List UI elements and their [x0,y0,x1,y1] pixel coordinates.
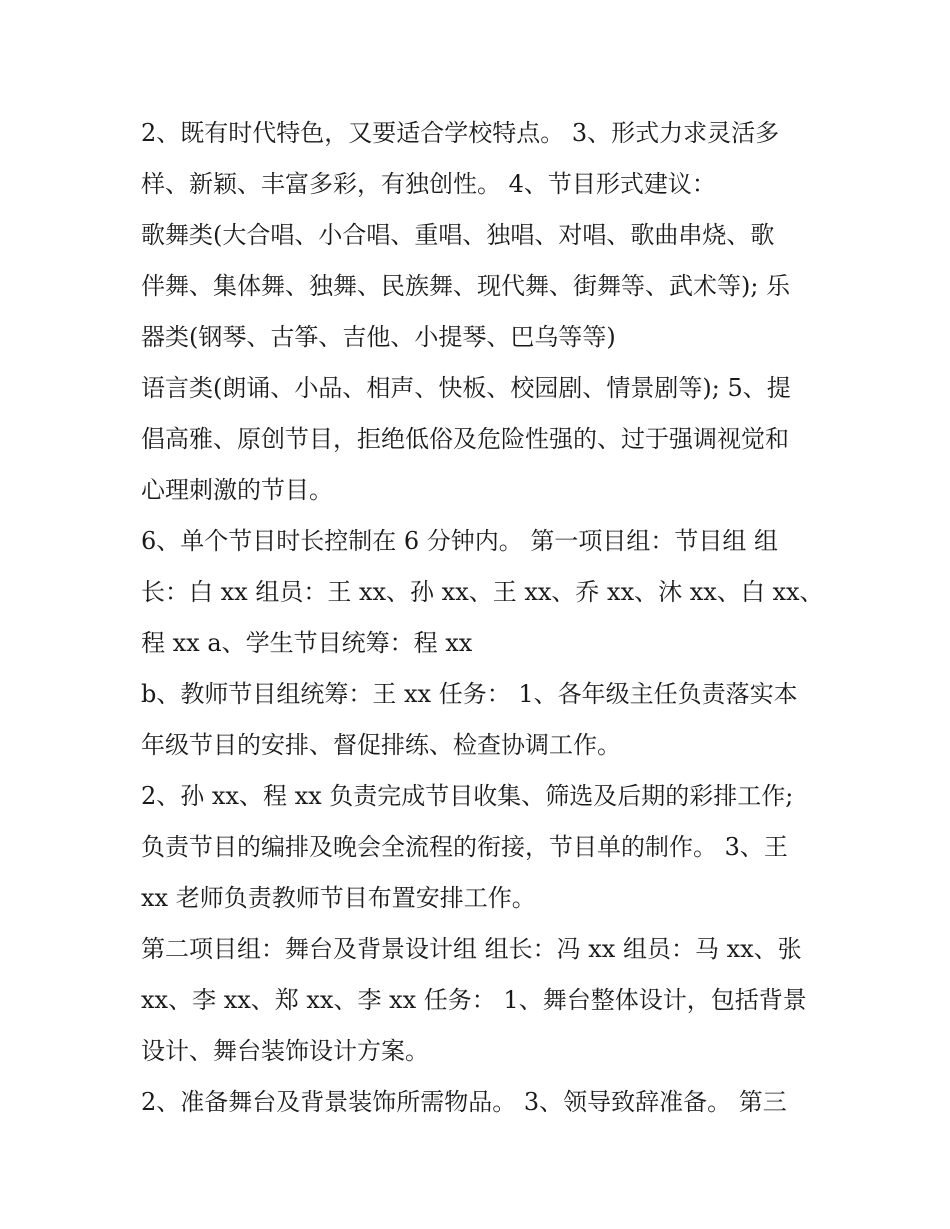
text-line-11: 程 xx a、学生节目统筹：程 xx [141,629,473,657]
text-line-2: 样、新颖、丰富多彩，有独创性。 4、节目形式建议： [141,170,716,198]
text-line-14: 2、孙 xx、程 xx 负责完成节目收集、筛选及后期的彩排工作; [141,782,794,810]
text-line-4: 伴舞、集体舞、独舞、民族舞、现代舞、街舞等、武术等); 乐 [141,272,791,300]
text-line-1: 2、既有时代特色，又要适合学校特点。 3、形式力求灵活多 [141,119,780,147]
text-line-16: xx 老师负责教师节目布置安排工作。 [141,884,536,912]
text-line-18: xx、李 xx、郑 xx、李 xx 任务： 1、舞台整体设计，包括背景 [141,986,807,1014]
text-line-10: 长：白 xx 组员：王 xx、孙 xx、王 xx、乔 xx、沐 xx、白 xx、 [141,578,824,606]
text-line-9: 6、单个节目时长控制在 6 分钟内。 第一项目组：节目组 组 [141,527,779,555]
document-body [141,108,824,1128]
text-line-13: 年级节目的安排、督促排练、检查协调工作。 [141,731,621,759]
text-line-15: 负责节目的编排及晚会全流程的衔接，节目单的制作。 3、王 [141,833,788,861]
text-line-20: 2、准备舞台及背景装饰所需物品。 3、领导致辞准备。 第三 [141,1088,787,1116]
text-line-5: 器类(钢琴、古筝、吉他、小提琴、巴乌等等) [141,323,616,351]
text-line-17: 第二项目组：舞台及背景设计组 组长：冯 xx 组员：马 xx、张 [141,935,802,963]
text-line-19: 设计、舞台装饰设计方案。 [141,1037,429,1065]
text-line-7: 倡高雅、原创节目，拒绝低俗及危险性强的、过于强调视觉和 [141,425,789,453]
text-line-12: b、教师节目组统筹：王 xx 任务： 1、各年级主任负责落实本 [141,680,798,708]
text-line-8: 心理刺激的节目。 [141,476,333,504]
text-line-6: 语言类(朗诵、小品、相声、快板、校园剧、情景剧等); 5、提 [141,374,791,402]
text-line-3: 歌舞类(大合唱、小合唱、重唱、独唱、对唱、歌曲串烧、歌 [141,221,775,249]
